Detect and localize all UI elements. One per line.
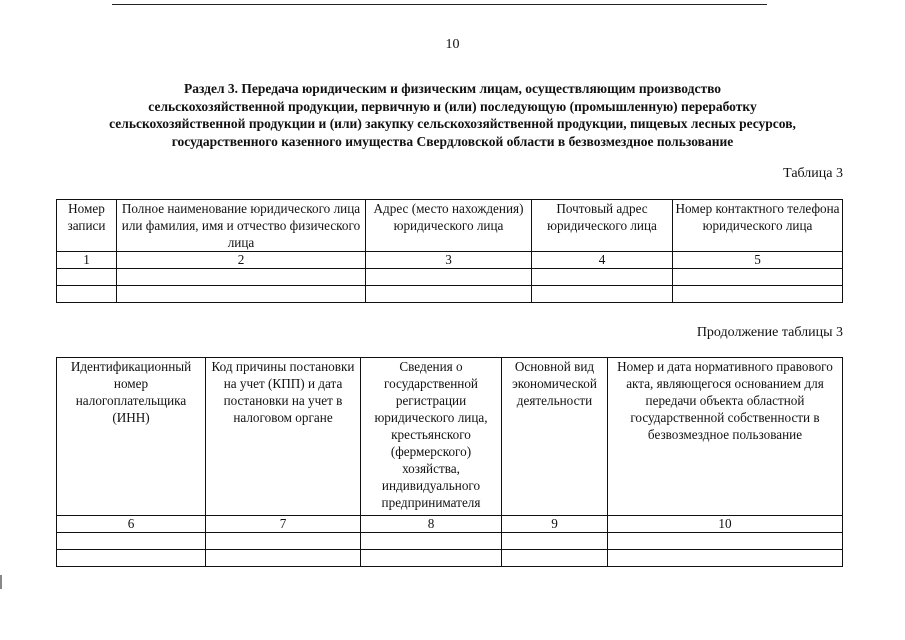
table-cell xyxy=(532,286,673,303)
table-cell xyxy=(502,533,608,550)
table-3-continuation xyxy=(56,357,843,567)
header-cell-phone: Номер контактного телефона юридического лица xyxy=(673,200,843,252)
column-number-cell: 8 xyxy=(361,516,502,533)
header-cell-kpp: Код причины постановки на учет (КПП) и дата постановки на учет в налоговом органе xyxy=(206,358,361,516)
section-heading-line: Раздел 3. Передача юридическим и физическим лицам, осуществляющим производство xyxy=(183,81,722,96)
table-cell xyxy=(532,269,673,286)
column-number-cell: 2 xyxy=(117,252,366,269)
table-row xyxy=(57,286,843,303)
table-cell xyxy=(673,286,843,303)
table-cell xyxy=(117,286,366,303)
table-row xyxy=(57,533,843,550)
page-number: 10 xyxy=(445,37,460,52)
table-cell xyxy=(117,269,366,286)
table-cell xyxy=(57,550,206,567)
column-number-cell: 5 xyxy=(673,252,843,269)
column-number-row xyxy=(57,252,843,269)
table-cell xyxy=(57,269,117,286)
table-cell xyxy=(361,533,502,550)
table-cell xyxy=(366,269,532,286)
header-cell-inn: Идентификационный номер налогоплательщика (ИНН) xyxy=(57,358,206,516)
table-3 xyxy=(56,199,843,303)
column-number-cell: 7 xyxy=(206,516,361,533)
table-cell xyxy=(502,550,608,567)
column-number-cell: 4 xyxy=(532,252,673,269)
section-heading-line: сельскохозяйственной продукции и (или) закупку сельскохозяйственной продукции, пищевых лесных ресурсов, xyxy=(109,116,796,131)
table-cell xyxy=(206,533,361,550)
table-cell xyxy=(608,533,843,550)
scan-edge-mark xyxy=(0,575,2,589)
column-number-cell: 6 xyxy=(57,516,206,533)
table-row xyxy=(57,269,843,286)
table-cell xyxy=(206,550,361,567)
section-heading-line: государственного казенного имущества Свердловской области в безвозмездное пользование xyxy=(171,133,734,149)
table-cell xyxy=(57,286,117,303)
table-cell xyxy=(608,550,843,567)
table2-caption: Продолжение таблицы 3 xyxy=(696,325,843,340)
section-heading xyxy=(40,80,865,150)
table1-caption: Таблица 3 xyxy=(783,166,843,181)
column-number-cell: 10 xyxy=(608,516,843,533)
table-cell xyxy=(57,533,206,550)
table-cell xyxy=(366,286,532,303)
table-row xyxy=(57,550,843,567)
top-rule xyxy=(112,4,767,5)
column-number-cell: 9 xyxy=(502,516,608,533)
header-cell-address: Адрес (место нахождения) юридического лица xyxy=(366,200,532,252)
header-cell-registration: Сведения о государственной регистрации юридического лица, крестьянского (фермерского) хозяйства, индивидуального предпринимателя xyxy=(361,358,502,516)
column-number-row xyxy=(57,516,843,533)
column-number-cell: 1 xyxy=(57,252,117,269)
table-cell xyxy=(361,550,502,567)
header-cell-full-name: Полное наименование юридического лица или фамилия, имя и отчество физического лица xyxy=(117,200,366,252)
table-header-row xyxy=(57,200,843,252)
header-cell-postal-address: Почтовый адрес юридического лица xyxy=(532,200,673,252)
header-cell-legal-act: Номер и дата нормативного правового акта, являющегося основанием для передачи объекта областной государственной собственности в безвозмездное пользование xyxy=(608,358,843,516)
column-number-cell: 3 xyxy=(366,252,532,269)
table-cell xyxy=(673,269,843,286)
table-header-row xyxy=(57,358,843,516)
header-cell-activity: Основной вид экономической деятельности xyxy=(502,358,608,516)
section-heading-line: сельскохозяйственной продукции, первичную и (или) последующую (промышленную) переработку xyxy=(148,98,757,114)
header-cell-record-number: Номер записи xyxy=(57,200,117,252)
